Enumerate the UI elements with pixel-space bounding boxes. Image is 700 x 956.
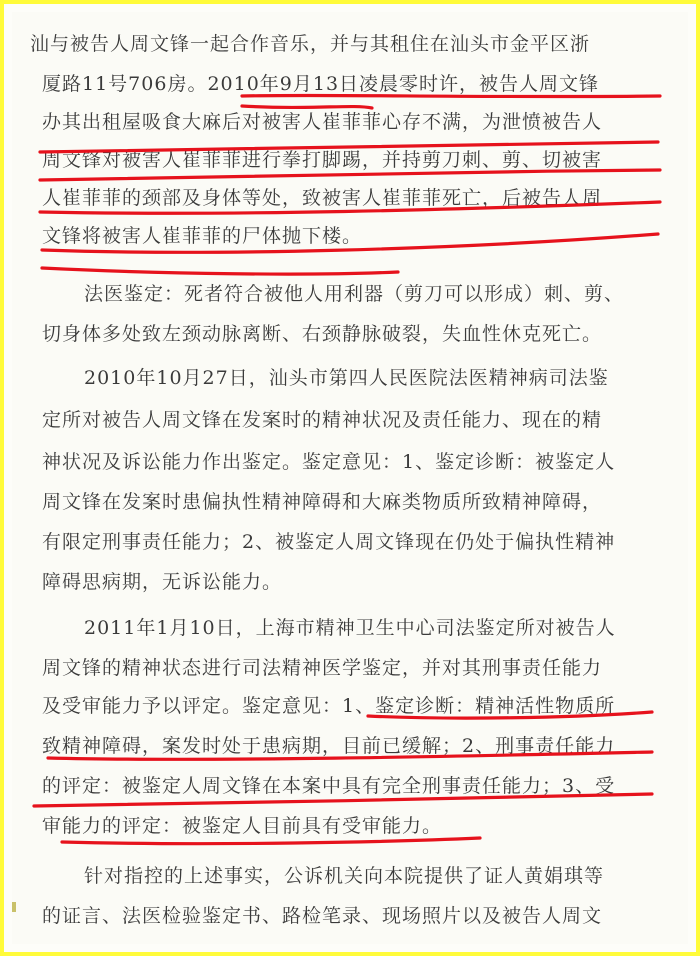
doc-line: 切身体多处致左颈动脉离断、右颈静脉破裂，失血性休克死亡。 — [42, 323, 603, 345]
margin-mark — [12, 902, 16, 912]
doc-line: 2010年10月27日，汕头市第四人民医院法医精神病司法鉴 — [84, 367, 609, 389]
doc-line: 神状况及诉讼能力作出鉴定。鉴定意见：1、鉴定诊断：被鉴定人 — [42, 451, 616, 473]
doc-line: 办其出租屋吸食大麻后对被害人崔菲菲心存不满，为泄愤被告人 — [42, 111, 603, 133]
doc-line: 的证言、法医检验鉴定书、路检笔录、现场照片以及被告人周文 — [42, 905, 603, 927]
doc-line: 厦路11号706房。2010年9月13日凌晨零时许，被告人周文锋 — [42, 73, 600, 95]
doc-line: 障碍思病期，无诉讼能力。 — [42, 571, 283, 593]
doc-line: 周文锋对被害人崔菲菲进行拳打脚踢，并持剪刀刺、剪、切被害 — [42, 149, 603, 171]
underline-stroke — [242, 106, 372, 108]
doc-line: 定所对被告人周文锋在发案时的精神状况及责任能力、现在的精 — [42, 409, 603, 431]
doc-line: 针对指控的上述事实，公诉机关向本院提供了证人黄娟琪等 — [84, 865, 605, 887]
doc-line: 2011年1月10日，上海市精神卫生中心司法鉴定所对被告人 — [84, 617, 616, 639]
doc-line: 汕与被告人周文锋一起合作音乐，并与其租住在汕头市金平区浙 — [30, 33, 591, 55]
doc-line: 人崔菲菲的颈部及身体等处，致被害人崔菲菲死亡，后被告人周 — [42, 187, 603, 209]
scanned-document-page — [12, 12, 688, 944]
doc-line: 的评定：被鉴定人周文锋在本案中具有完全刑事责任能力；3、受 — [42, 775, 616, 797]
doc-line: 法医鉴定：死者符合被他人用利器（剪刀可以形成）刺、剪、 — [84, 283, 625, 305]
doc-line: 致精神障碍，案发时处于患病期，目前已缓解；2、刑事责任能力 — [42, 735, 616, 757]
yellow-border-frame — [4, 4, 696, 952]
doc-line: 及受审能力予以评定。鉴定意见：1、鉴定诊断：精神活性物质所 — [42, 695, 616, 717]
doc-line: 文锋将被害人崔菲菲的尸体抛下楼。 — [42, 225, 363, 247]
doc-line: 审能力的评定：被鉴定人目前具有受审能力。 — [42, 815, 443, 837]
underline-stroke — [42, 268, 398, 274]
underline-stroke — [62, 838, 480, 844]
doc-line: 周文锋在发案时患偏执性精神障碍和大麻类物质所致精神障碍， — [42, 491, 603, 513]
doc-line: 周文锋的精神状态进行司法精神医学鉴定，并对其刑事责任能力 — [42, 657, 603, 679]
doc-line: 有限定刑事责任能力；2、被鉴定人周文锋现在仍处于偏执性精神 — [42, 531, 616, 553]
